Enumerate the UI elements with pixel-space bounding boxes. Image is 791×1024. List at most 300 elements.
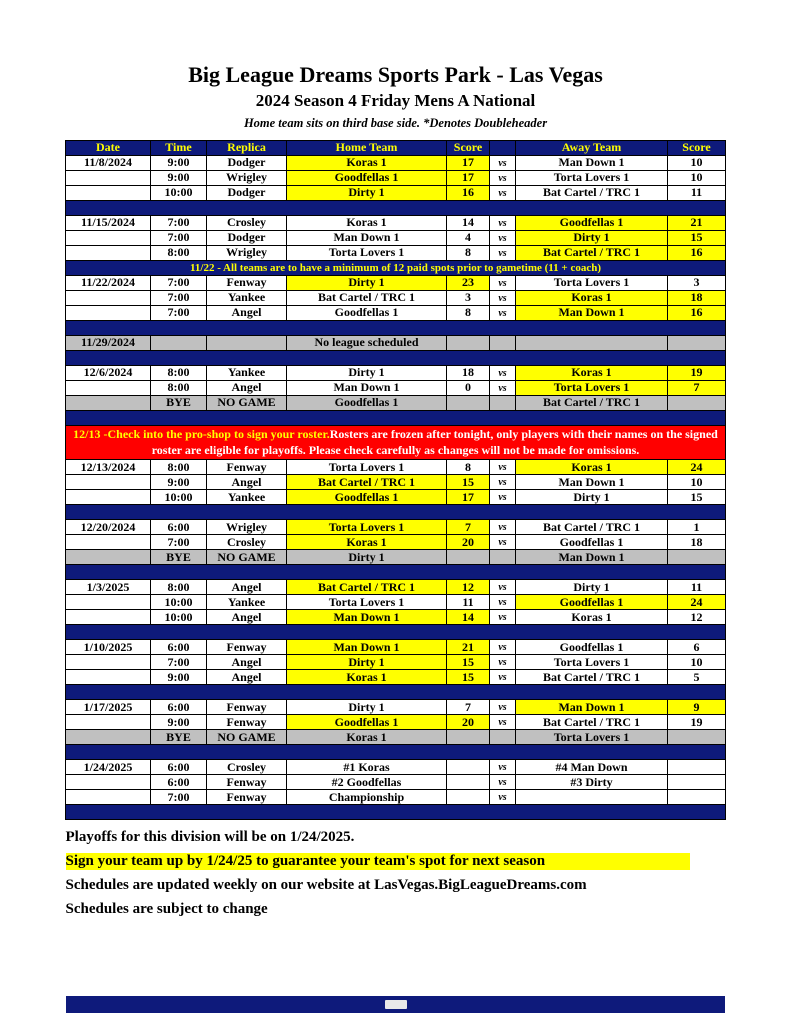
vs-cell: vs	[490, 366, 516, 381]
page-header	[0, 0, 791, 131]
home-score-cell: 17	[447, 490, 490, 505]
away-team-cell: Man Down 1	[516, 306, 668, 321]
replica-cell: Angel	[207, 475, 287, 490]
home-score-cell: 7	[447, 700, 490, 715]
home-score-cell: 15	[447, 475, 490, 490]
row-game	[66, 790, 726, 805]
vs-cell: vs	[490, 715, 516, 730]
home-score-cell: 21	[447, 640, 490, 655]
time-cell: 8:00	[151, 366, 207, 381]
away-score-cell	[668, 790, 726, 805]
replica-cell: Wrigley	[207, 246, 287, 261]
away-score-cell: 11	[668, 580, 726, 595]
row-game	[66, 490, 726, 505]
replica-cell: Fenway	[207, 276, 287, 291]
home-team-cell: Man Down 1	[287, 381, 447, 396]
away-team-cell: Dirty 1	[516, 490, 668, 505]
home-score-cell: 16	[447, 186, 490, 201]
home-team-cell: Man Down 1	[287, 231, 447, 246]
away-team-cell: Torta Lovers 1	[516, 655, 668, 670]
replica-cell: Crosley	[207, 760, 287, 775]
col-header-away-score: Score	[668, 141, 726, 156]
home-team-cell: Goodfellas 1	[287, 715, 447, 730]
col-header-replica: Replica	[207, 141, 287, 156]
vs-cell: vs	[490, 655, 516, 670]
away-score-cell: 24	[668, 595, 726, 610]
date-cell: 11/29/2024	[66, 336, 151, 351]
vs-cell: vs	[490, 670, 516, 685]
roster-notice	[66, 426, 726, 460]
footer-bar-mark	[385, 1000, 407, 1009]
date-cell	[66, 670, 151, 685]
away-team-cell: Bat Cartel / TRC 1	[516, 520, 668, 535]
row-note_navy	[66, 261, 726, 276]
vs-cell: vs	[490, 535, 516, 550]
home-team-cell: Dirty 1	[287, 366, 447, 381]
roster-notice-text: Rosters are frozen after tonight, only players with their names on the signed roster are eligible for playoffs. Please check carefully as changes will not be made for omissions.	[151, 427, 718, 457]
away-team-cell: Bat Cartel / TRC 1	[516, 246, 668, 261]
row-game	[66, 700, 726, 715]
away-score-cell: 10	[668, 156, 726, 171]
separator-bar	[66, 505, 726, 520]
away-score-cell: 18	[668, 535, 726, 550]
replica-cell: Wrigley	[207, 171, 287, 186]
date-cell	[66, 291, 151, 306]
home-score-cell: 17	[447, 171, 490, 186]
date-cell: 12/13/2024	[66, 460, 151, 475]
away-team-cell: Koras 1	[516, 366, 668, 381]
home-team-cell: Dirty 1	[287, 700, 447, 715]
date-cell	[66, 790, 151, 805]
time-cell: 10:00	[151, 186, 207, 201]
row-game	[66, 475, 726, 490]
home-team-cell: Dirty 1	[287, 276, 447, 291]
table-header-row	[66, 141, 726, 156]
date-cell	[66, 171, 151, 186]
row-game	[66, 775, 726, 790]
time-cell: 7:00	[151, 655, 207, 670]
row-game	[66, 535, 726, 550]
vs-cell: vs	[490, 700, 516, 715]
date-cell	[66, 610, 151, 625]
time-cell: 10:00	[151, 610, 207, 625]
away-score-cell: 5	[668, 670, 726, 685]
home-score-cell: 8	[447, 246, 490, 261]
away-score-cell: 11	[668, 186, 726, 201]
vs-cell: vs	[490, 760, 516, 775]
vs-cell: vs	[490, 610, 516, 625]
away-team-cell: Man Down 1	[516, 700, 668, 715]
date-cell	[66, 475, 151, 490]
date-cell: 12/6/2024	[66, 366, 151, 381]
home-team-cell: Koras 1	[287, 730, 447, 745]
row-separator	[66, 505, 726, 520]
row-game	[66, 595, 726, 610]
away-score-cell	[668, 730, 726, 745]
home-team-cell: Dirty 1	[287, 655, 447, 670]
home-team-cell: Dirty 1	[287, 186, 447, 201]
time-cell: 7:00	[151, 790, 207, 805]
date-cell: 11/22/2024	[66, 276, 151, 291]
row-game	[66, 291, 726, 306]
away-team-cell: Man Down 1	[516, 156, 668, 171]
home-team-cell: #2 Goodfellas	[287, 775, 447, 790]
row-game	[66, 520, 726, 535]
away-score-cell: 3	[668, 276, 726, 291]
col-header-home-score: Score	[447, 141, 490, 156]
time-cell: 8:00	[151, 246, 207, 261]
replica-cell: Angel	[207, 670, 287, 685]
date-cell	[66, 550, 151, 565]
time-cell: 7:00	[151, 535, 207, 550]
vs-cell: vs	[490, 490, 516, 505]
date-cell	[66, 381, 151, 396]
replica-cell: Yankee	[207, 291, 287, 306]
away-team-cell: Koras 1	[516, 291, 668, 306]
row-separator	[66, 685, 726, 700]
date-cell	[66, 396, 151, 411]
time-cell: BYE	[151, 396, 207, 411]
replica-cell: Crosley	[207, 216, 287, 231]
time-cell: 9:00	[151, 156, 207, 171]
replica-cell	[207, 336, 287, 351]
replica-cell: Fenway	[207, 715, 287, 730]
home-score-cell: 4	[447, 231, 490, 246]
date-cell	[66, 186, 151, 201]
home-team-cell: Koras 1	[287, 670, 447, 685]
separator-bar	[66, 625, 726, 640]
home-score-cell	[447, 550, 490, 565]
home-team-cell: Koras 1	[287, 535, 447, 550]
time-cell: 10:00	[151, 490, 207, 505]
home-score-cell: 14	[447, 610, 490, 625]
date-cell	[66, 490, 151, 505]
page-footer	[66, 829, 726, 918]
time-cell: 8:00	[151, 381, 207, 396]
away-team-cell: Koras 1	[516, 610, 668, 625]
row-no_league	[66, 336, 726, 351]
home-team-cell: Bat Cartel / TRC 1	[287, 580, 447, 595]
row-game	[66, 670, 726, 685]
row-game	[66, 231, 726, 246]
row-separator	[66, 565, 726, 580]
replica-cell: NO GAME	[207, 550, 287, 565]
col-header-vs	[490, 141, 516, 156]
date-cell	[66, 246, 151, 261]
time-cell: 8:00	[151, 460, 207, 475]
replica-cell: NO GAME	[207, 730, 287, 745]
away-score-cell: 19	[668, 366, 726, 381]
time-cell: 7:00	[151, 291, 207, 306]
away-score-cell	[668, 775, 726, 790]
time-cell: 6:00	[151, 640, 207, 655]
schedule-table	[65, 140, 726, 820]
time-cell: 9:00	[151, 715, 207, 730]
separator-bar	[66, 411, 726, 426]
date-cell	[66, 730, 151, 745]
away-score-cell: 10	[668, 171, 726, 186]
home-score-cell: 0	[447, 381, 490, 396]
away-team-cell: Man Down 1	[516, 550, 668, 565]
home-team-cell: Bat Cartel / TRC 1	[287, 475, 447, 490]
row-game	[66, 216, 726, 231]
separator-bar	[66, 745, 726, 760]
row-separator	[66, 321, 726, 336]
replica-cell: Wrigley	[207, 520, 287, 535]
away-team-cell: Dirty 1	[516, 231, 668, 246]
replica-cell: Fenway	[207, 790, 287, 805]
away-team-cell: Goodfellas 1	[516, 640, 668, 655]
vs-cell: vs	[490, 306, 516, 321]
vs-cell: vs	[490, 595, 516, 610]
home-score-cell: 12	[447, 580, 490, 595]
away-team-cell: Bat Cartel / TRC 1	[516, 396, 668, 411]
away-score-cell	[668, 550, 726, 565]
away-score-cell	[668, 760, 726, 775]
date-cell: 11/15/2024	[66, 216, 151, 231]
home-team-cell: Man Down 1	[287, 610, 447, 625]
date-cell: 1/10/2025	[66, 640, 151, 655]
row-bye	[66, 730, 726, 745]
time-cell: BYE	[151, 550, 207, 565]
vs-cell	[490, 336, 516, 351]
home-score-cell: 20	[447, 535, 490, 550]
home-score-cell	[447, 336, 490, 351]
time-cell: 9:00	[151, 171, 207, 186]
row-game	[66, 246, 726, 261]
time-cell: 7:00	[151, 231, 207, 246]
separator-bar	[66, 685, 726, 700]
row-separator	[66, 411, 726, 426]
time-cell: 7:00	[151, 276, 207, 291]
vs-cell: vs	[490, 475, 516, 490]
header-note: Home team sits on third base side. *Denotes Doubleheader	[243, 116, 548, 130]
separator-bar	[66, 201, 726, 216]
separator-bar	[66, 565, 726, 580]
home-team-cell: Goodfellas 1	[287, 396, 447, 411]
away-team-cell: Dirty 1	[516, 580, 668, 595]
league-notice: 11/22 - All teams are to have a minimum of 12 paid spots prior to gametime (11 + coach)	[66, 261, 726, 276]
away-score-cell: 18	[668, 291, 726, 306]
time-cell: 6:00	[151, 700, 207, 715]
time-cell: 9:00	[151, 475, 207, 490]
away-score-cell: 9	[668, 700, 726, 715]
vs-cell: vs	[490, 460, 516, 475]
away-score-cell: 21	[668, 216, 726, 231]
vs-cell: vs	[490, 171, 516, 186]
home-team-cell: Torta Lovers 1	[287, 595, 447, 610]
home-score-cell: 11	[447, 595, 490, 610]
time-cell: 9:00	[151, 670, 207, 685]
footer-website-note: Schedules are updated weekly on our website at LasVegas.BigLeagueDreams.com	[65, 877, 587, 894]
no-league-cell: No league scheduled	[287, 336, 447, 351]
home-team-cell: Koras 1	[287, 156, 447, 171]
away-team-cell: #3 Dirty	[516, 775, 668, 790]
date-cell: 1/17/2025	[66, 700, 151, 715]
vs-cell: vs	[490, 276, 516, 291]
replica-cell: Yankee	[207, 490, 287, 505]
time-cell: 8:00	[151, 580, 207, 595]
time-cell: 7:00	[151, 306, 207, 321]
home-score-cell: 15	[447, 655, 490, 670]
date-cell	[66, 306, 151, 321]
footer-change-note: Schedules are subject to change	[65, 901, 268, 918]
replica-cell: Fenway	[207, 640, 287, 655]
home-score-cell: 8	[447, 306, 490, 321]
col-header-date: Date	[66, 141, 151, 156]
replica-cell: Crosley	[207, 535, 287, 550]
replica-cell: Fenway	[207, 775, 287, 790]
row-separator	[66, 805, 726, 820]
vs-cell: vs	[490, 291, 516, 306]
replica-cell: Yankee	[207, 595, 287, 610]
away-team-cell: Bat Cartel / TRC 1	[516, 715, 668, 730]
home-score-cell: 23	[447, 276, 490, 291]
away-score-cell: 19	[668, 715, 726, 730]
row-separator	[66, 745, 726, 760]
row-note_red	[66, 426, 726, 460]
vs-cell: vs	[490, 231, 516, 246]
away-team-cell: Torta Lovers 1	[516, 381, 668, 396]
away-team-cell: Bat Cartel / TRC 1	[516, 670, 668, 685]
col-header-home-team: Home Team	[287, 141, 447, 156]
row-game	[66, 366, 726, 381]
replica-cell: Angel	[207, 610, 287, 625]
row-game	[66, 655, 726, 670]
away-score-cell: 7	[668, 381, 726, 396]
vs-cell: vs	[490, 186, 516, 201]
time-cell	[151, 336, 207, 351]
roster-notice-highlight: 12/13 -Check into the pro-shop to sign your roster.	[73, 427, 330, 441]
home-score-cell	[447, 396, 490, 411]
row-game	[66, 580, 726, 595]
away-score-cell: 15	[668, 231, 726, 246]
home-team-cell: Championship	[287, 790, 447, 805]
away-team-cell	[516, 790, 668, 805]
home-team-cell: Torta Lovers 1	[287, 520, 447, 535]
away-team-cell: Goodfellas 1	[516, 216, 668, 231]
away-team-cell: Torta Lovers 1	[516, 276, 668, 291]
home-score-cell: 8	[447, 460, 490, 475]
replica-cell: Dodger	[207, 231, 287, 246]
home-team-cell: Goodfellas 1	[287, 490, 447, 505]
vs-cell: vs	[490, 520, 516, 535]
home-team-cell: Goodfellas 1	[287, 306, 447, 321]
row-game	[66, 760, 726, 775]
date-cell: 12/20/2024	[66, 520, 151, 535]
home-team-cell: Torta Lovers 1	[287, 460, 447, 475]
replica-cell: Dodger	[207, 156, 287, 171]
vs-cell: vs	[490, 156, 516, 171]
row-game	[66, 186, 726, 201]
away-score-cell: 12	[668, 610, 726, 625]
replica-cell: NO GAME	[207, 396, 287, 411]
vs-cell: vs	[490, 775, 516, 790]
home-team-cell: Goodfellas 1	[287, 171, 447, 186]
home-score-cell: 17	[447, 156, 490, 171]
home-score-cell: 20	[447, 715, 490, 730]
home-score-cell: 18	[447, 366, 490, 381]
away-team-cell: Koras 1	[516, 460, 668, 475]
vs-cell: vs	[490, 640, 516, 655]
home-score-cell	[447, 730, 490, 745]
home-team-cell: Bat Cartel / TRC 1	[287, 291, 447, 306]
home-team-cell: #1 Koras	[287, 760, 447, 775]
home-score-cell: 15	[447, 670, 490, 685]
home-score-cell: 14	[447, 216, 490, 231]
time-cell: 6:00	[151, 520, 207, 535]
away-team-cell: Torta Lovers 1	[516, 171, 668, 186]
row-game	[66, 460, 726, 475]
away-score-cell: 15	[668, 490, 726, 505]
away-score-cell: 10	[668, 475, 726, 490]
replica-cell: Angel	[207, 306, 287, 321]
vs-cell	[490, 730, 516, 745]
row-game	[66, 610, 726, 625]
separator-bar	[66, 351, 726, 366]
home-score-cell	[447, 775, 490, 790]
vs-cell: vs	[490, 246, 516, 261]
away-team-cell: Torta Lovers 1	[516, 730, 668, 745]
time-cell: 10:00	[151, 595, 207, 610]
away-team-cell	[516, 336, 668, 351]
row-game	[66, 156, 726, 171]
home-team-cell: Torta Lovers 1	[287, 246, 447, 261]
home-score-cell	[447, 790, 490, 805]
away-team-cell: Goodfellas 1	[516, 535, 668, 550]
col-header-time: Time	[151, 141, 207, 156]
date-cell	[66, 595, 151, 610]
date-cell: 1/24/2025	[66, 760, 151, 775]
time-cell: BYE	[151, 730, 207, 745]
date-cell	[66, 231, 151, 246]
separator-bar	[66, 805, 726, 820]
row-separator	[66, 201, 726, 216]
time-cell: 7:00	[151, 216, 207, 231]
date-cell	[66, 775, 151, 790]
row-game	[66, 306, 726, 321]
date-cell: 11/8/2024	[66, 156, 151, 171]
replica-cell: Angel	[207, 381, 287, 396]
away-score-cell: 16	[668, 306, 726, 321]
row-bye	[66, 396, 726, 411]
away-score-cell	[668, 336, 726, 351]
vs-cell	[490, 396, 516, 411]
replica-cell: Angel	[207, 580, 287, 595]
time-cell: 6:00	[151, 760, 207, 775]
home-score-cell	[447, 760, 490, 775]
home-team-cell: Koras 1	[287, 216, 447, 231]
footer-signup-note: Sign your team up by 1/24/25 to guarantee your team's spot for next season	[66, 853, 690, 870]
away-score-cell: 16	[668, 246, 726, 261]
vs-cell: vs	[490, 580, 516, 595]
replica-cell: Angel	[207, 655, 287, 670]
time-cell: 6:00	[151, 775, 207, 790]
replica-cell: Yankee	[207, 366, 287, 381]
away-score-cell: 24	[668, 460, 726, 475]
row-game	[66, 171, 726, 186]
date-cell: 1/3/2025	[66, 580, 151, 595]
home-team-cell: Dirty 1	[287, 550, 447, 565]
vs-cell: vs	[490, 790, 516, 805]
row-game	[66, 640, 726, 655]
replica-cell: Fenway	[207, 460, 287, 475]
replica-cell: Dodger	[207, 186, 287, 201]
away-score-cell: 10	[668, 655, 726, 670]
row-game	[66, 276, 726, 291]
away-team-cell: Man Down 1	[516, 475, 668, 490]
vs-cell	[490, 550, 516, 565]
